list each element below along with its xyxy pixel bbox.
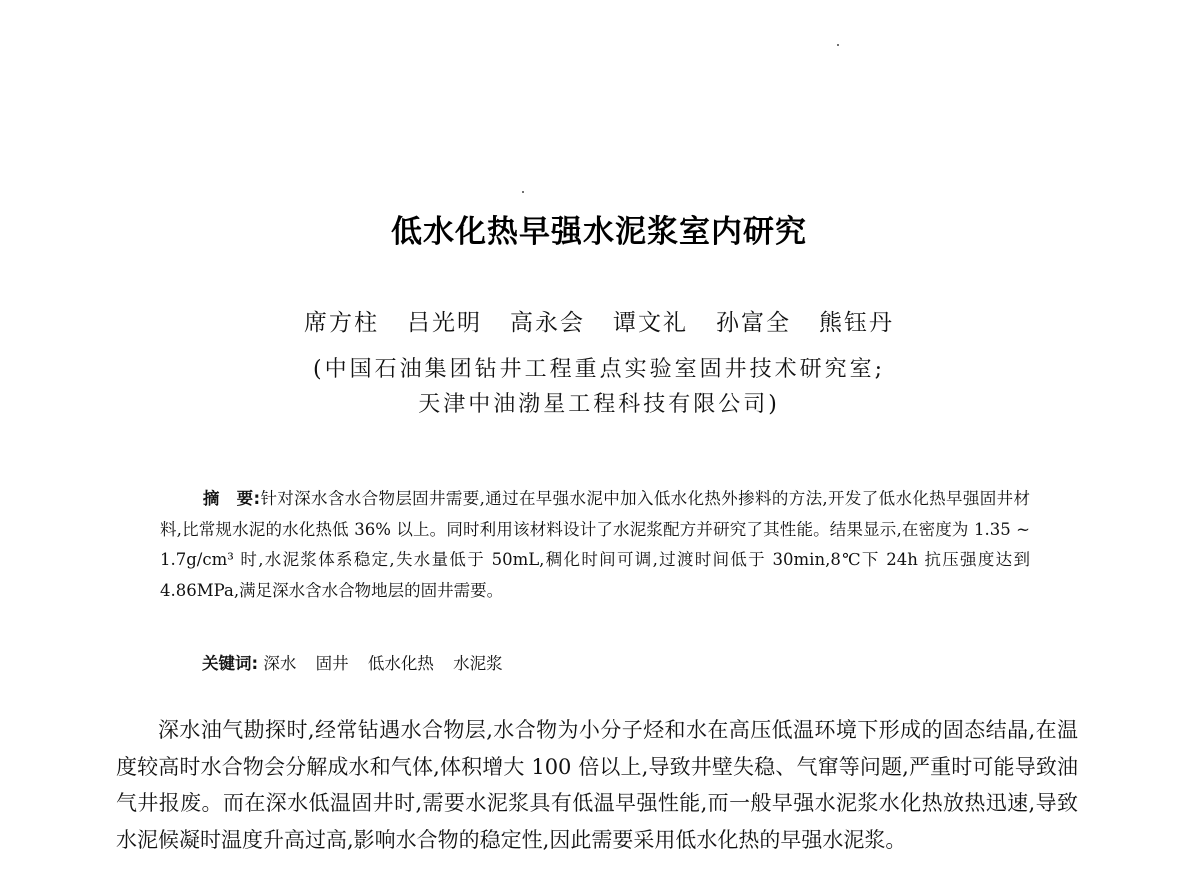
keywords bbox=[202, 650, 517, 678]
keyword: 水泥浆 bbox=[453, 654, 503, 673]
scan-speck bbox=[837, 44, 839, 46]
author-name: 孙富全 bbox=[716, 310, 791, 336]
author-name: 谭文礼 bbox=[613, 310, 688, 336]
author-name: 席方柱 bbox=[304, 310, 379, 336]
author-name: 熊钰丹 bbox=[819, 310, 894, 336]
body-text bbox=[116, 712, 1078, 858]
affiliation-line-1: (中国石油集团钻井工程重点实验室固井技术研究室; bbox=[313, 357, 885, 382]
keyword: 深水 bbox=[263, 654, 297, 673]
keyword: 固井 bbox=[315, 654, 349, 673]
affiliation-line-2: 天津中油渤星工程科技有限公司) bbox=[418, 392, 780, 417]
author-list bbox=[0, 304, 1198, 337]
abstract-label: 摘 要: bbox=[202, 489, 261, 508]
body-paragraph: 深水油气勘探时,经常钻遇水合物层,水合物为小分子烃和水在高压低温环境下形成的固态结晶,在温度较高时水合物会分解成水和气体,体积增大 100 倍以上,导致井壁失稳、气窜等问题,严重时可能导致油气井报废。而在深水低温固井时,需要水泥浆具有低温早强性能,而一般早强水泥浆水化热放热迅速,导致水泥候凝时温度升高过高,影响水合物的稳定性,因此需要采用低水化热的早强水泥浆。 bbox=[116, 718, 1078, 852]
keywords-label: 关键词: bbox=[202, 654, 259, 673]
abstract-text: 针对深水含水合物层固井需要,通过在早强水泥中加入低水化热外掺料的方法,开发了低水化热早强固井材料,比常规水泥的水化热低 36% 以上。同时利用该材料设计了水泥浆配方并研究了其性能。结果显示,在密度为 1.35 ~ 1.7g/cm³ 时,水泥浆体系稳定,失水量低于 50mL,稠化时间可调,过渡时间低于 30min,8℃下 24h 抗压强度达到 4.86MPa,满足深水含水合物地层的固井需要。 bbox=[160, 489, 1030, 600]
scan-speck bbox=[522, 191, 524, 193]
author-name: 吕光明 bbox=[407, 310, 482, 336]
keyword: 低水化热 bbox=[367, 654, 434, 673]
abstract bbox=[160, 484, 1030, 606]
author-name: 高永会 bbox=[510, 310, 585, 336]
paper-title: 低水化热早强水泥浆室内研究 bbox=[391, 214, 807, 250]
